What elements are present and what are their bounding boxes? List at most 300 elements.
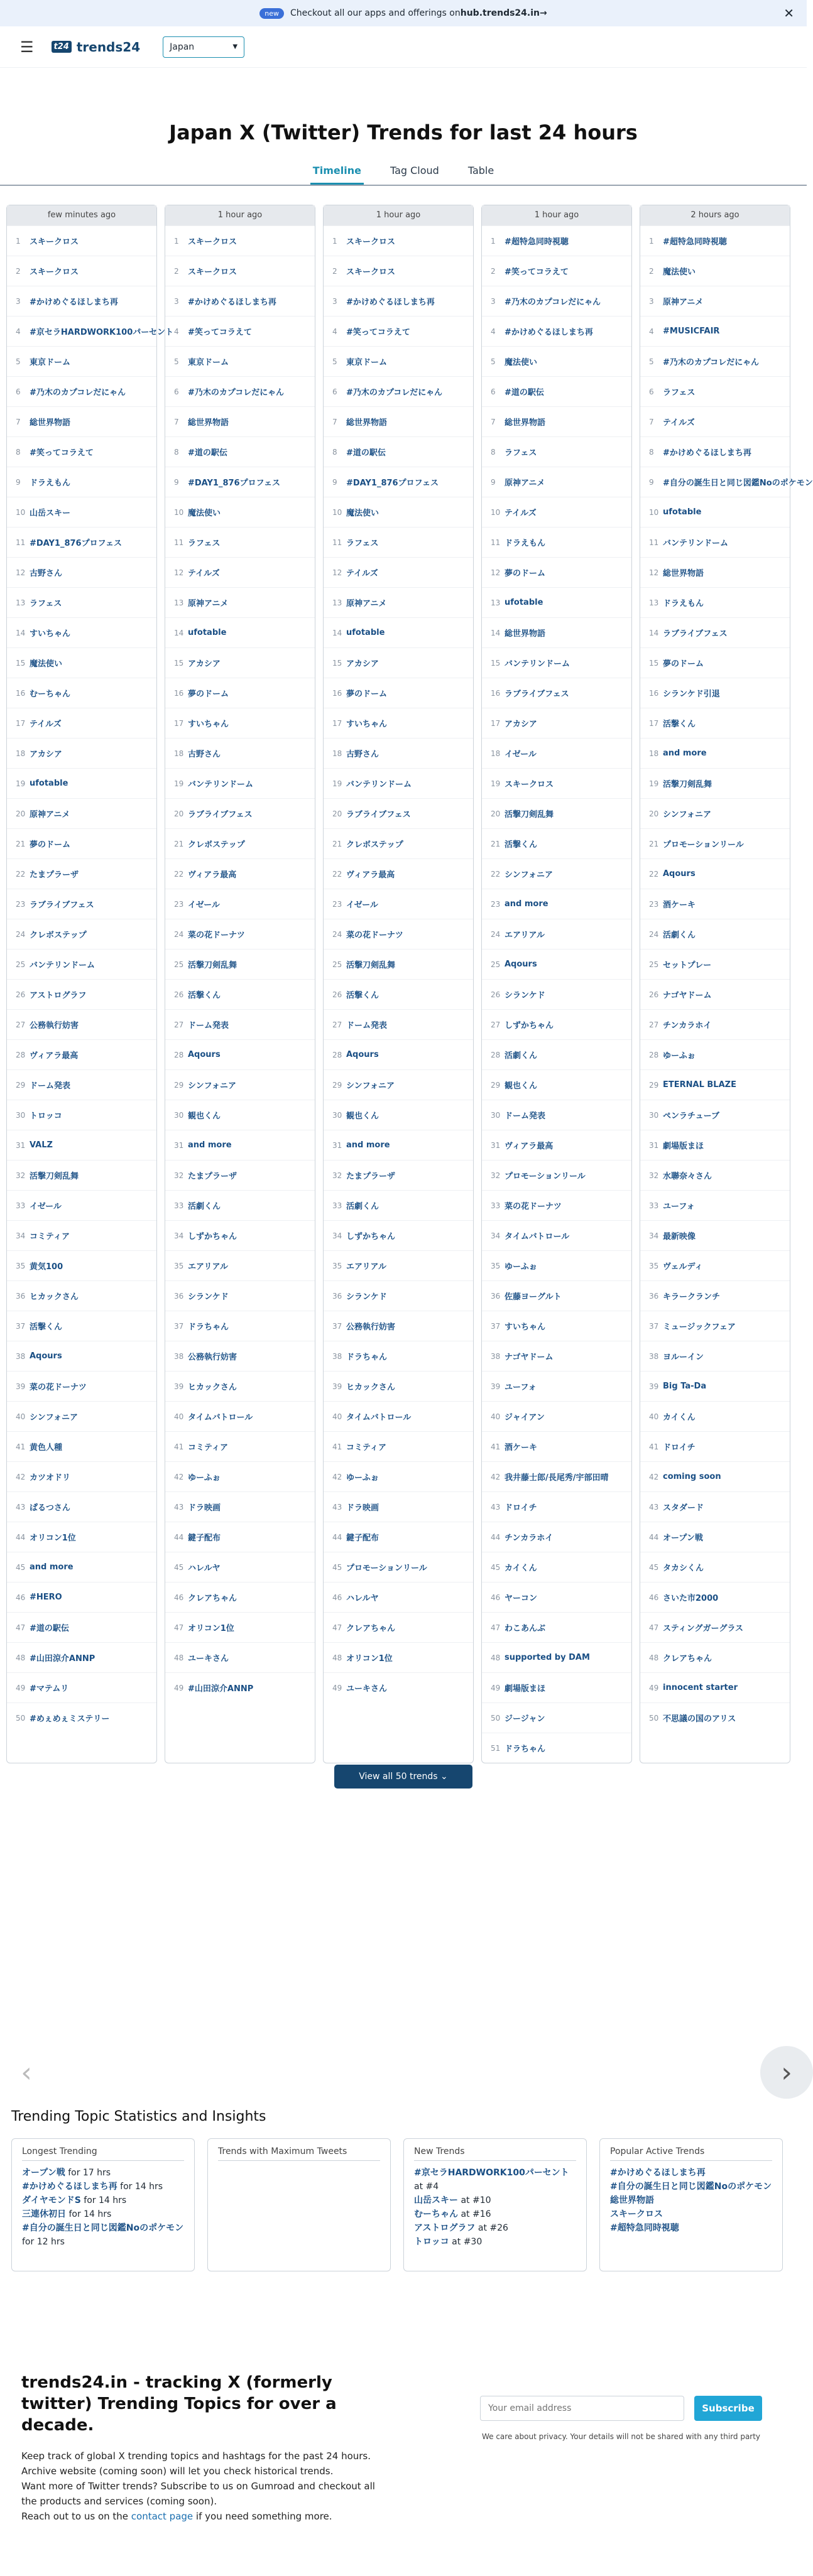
trend-link[interactable]: and more (188, 1140, 232, 1150)
trend-item[interactable] (640, 1431, 790, 1461)
trend-item[interactable] (324, 1009, 473, 1039)
trend-link[interactable]: 活撃くん (30, 1323, 63, 1332)
trend-link[interactable]: バンテリンドーム (346, 780, 412, 789)
trend-item[interactable] (7, 1311, 156, 1341)
trend-link[interactable]: ナゴヤドーム (505, 1353, 554, 1362)
trend-item[interactable] (482, 286, 631, 316)
trend-item[interactable] (7, 1341, 156, 1371)
trend-link[interactable]: #マテムリ (30, 1684, 69, 1694)
trend-link[interactable]: 総世界物語 (188, 418, 229, 428)
trend-link[interactable]: 夢のドーム (188, 690, 229, 699)
trend-item[interactable] (165, 1100, 315, 1130)
trend-item[interactable] (7, 828, 156, 858)
trend-item[interactable] (7, 647, 156, 678)
trend-item[interactable] (640, 286, 790, 316)
trend-link[interactable]: バンテリンドーム (505, 659, 570, 669)
trend-item[interactable] (640, 225, 790, 256)
trend-item[interactable] (165, 406, 315, 436)
trend-item[interactable] (640, 376, 790, 406)
trend-link[interactable]: 菜の花ドーナツ (188, 931, 245, 940)
trend-item[interactable] (640, 1311, 790, 1341)
trend-link[interactable]: 活撃くん (346, 991, 379, 1000)
trend-link[interactable]: スティングガーグラス (663, 1624, 744, 1633)
trend-link[interactable]: プロモーションリール (505, 1172, 586, 1181)
country-select[interactable] (163, 36, 244, 58)
trend-link[interactable]: 活撃くん (505, 840, 538, 850)
trend-link[interactable]: 原神アニメ (505, 479, 545, 488)
trend-item[interactable] (640, 1582, 790, 1612)
trend-item[interactable] (7, 1100, 156, 1130)
trend-link[interactable]: 公務執行妨害 (30, 1021, 79, 1031)
trend-item[interactable] (324, 1100, 473, 1130)
trend-item[interactable] (7, 1642, 156, 1672)
trend-link[interactable]: シンフォニア (346, 1081, 395, 1091)
trend-item[interactable] (165, 1461, 315, 1491)
trend-link[interactable]: 活撃刀剣乱舞 (346, 961, 396, 970)
trend-item[interactable] (324, 828, 473, 858)
trend-link[interactable]: ゆーふぉ (188, 1473, 221, 1483)
trend-item[interactable] (165, 527, 315, 557)
trend-item[interactable] (324, 1130, 473, 1160)
trend-item[interactable] (7, 1491, 156, 1522)
trend-item[interactable] (7, 678, 156, 708)
trend-link[interactable]: and more (505, 899, 548, 909)
trend-link[interactable]: ラブライブフェス (663, 629, 728, 639)
trend-link[interactable]: 活撃刀剣乱舞 (505, 810, 554, 820)
trend-link[interactable]: イゼール (346, 901, 378, 910)
chevron-left-icon[interactable]: ‹ (21, 2056, 32, 2089)
trend-link[interactable]: イゼール (30, 1202, 62, 1211)
trend-link[interactable]: シランケド (346, 1292, 387, 1302)
trend-item[interactable] (482, 497, 631, 527)
trend-item[interactable] (324, 979, 473, 1009)
trend-item[interactable] (640, 497, 790, 527)
trend-item[interactable] (640, 1461, 790, 1491)
trend-item[interactable] (640, 889, 790, 919)
trend-item[interactable] (165, 1160, 315, 1190)
trend-link[interactable]: たまプラーザ (188, 1172, 237, 1181)
trend-item[interactable] (7, 225, 156, 256)
stat-trend-link[interactable]: トロッコ (414, 2237, 449, 2247)
trend-item[interactable] (482, 889, 631, 919)
trend-link[interactable]: ミュージックフェア (663, 1323, 736, 1332)
trend-link[interactable]: Big Ta-Da (663, 1382, 707, 1391)
trend-link[interactable]: ufotable (663, 507, 702, 517)
trend-item[interactable] (7, 1522, 156, 1552)
trend-item[interactable] (324, 678, 473, 708)
stat-trend-link[interactable]: むーちゃん (414, 2209, 458, 2219)
trend-item[interactable] (165, 1009, 315, 1039)
trend-item[interactable] (165, 1311, 315, 1341)
trend-link[interactable]: 活劇くん (505, 1051, 538, 1061)
trend-link[interactable]: クレアちゃん (346, 1624, 396, 1633)
trend-item[interactable] (324, 1039, 473, 1069)
trend-link[interactable]: ドロイチ (505, 1503, 537, 1513)
trend-link[interactable]: ハレルヤ (188, 1564, 221, 1573)
trend-item[interactable] (640, 436, 790, 467)
trend-item[interactable] (640, 587, 790, 617)
trend-link[interactable]: 佐藤ヨーグルト (505, 1292, 562, 1302)
trend-link[interactable]: 活撃刀剣乱舞 (188, 961, 237, 970)
trend-item[interactable] (482, 527, 631, 557)
trend-item[interactable] (7, 889, 156, 919)
trend-item[interactable] (324, 708, 473, 738)
trend-link[interactable]: 原神アニメ (663, 298, 704, 307)
trend-item[interactable] (165, 346, 315, 376)
trend-link[interactable]: #乃木のカプコレだにゃん (30, 388, 126, 398)
trend-item[interactable] (324, 497, 473, 527)
trend-item[interactable] (324, 256, 473, 286)
trend-link[interactable]: チンカラホイ (663, 1021, 712, 1031)
trend-link[interactable]: #かけめぐるほしまち再 (30, 298, 118, 307)
trend-item[interactable] (7, 617, 156, 647)
trend-item[interactable] (640, 316, 790, 346)
trend-link[interactable]: アカシア (346, 659, 379, 669)
trend-item[interactable] (640, 1702, 790, 1733)
stat-trend-link[interactable]: スキークロス (610, 2209, 663, 2219)
trend-link[interactable]: たまプラーザ (30, 870, 79, 880)
trend-link[interactable]: エアリアル (505, 931, 545, 940)
trend-link[interactable]: むーちゃん (30, 690, 71, 699)
trend-link[interactable]: 魔法使い (30, 659, 63, 669)
trend-link[interactable]: #道の駅伝 (505, 388, 544, 398)
trend-link[interactable]: #超特急同時視聴 (663, 237, 727, 247)
trend-item[interactable] (7, 1612, 156, 1642)
trend-item[interactable] (324, 1220, 473, 1250)
trend-link[interactable]: 不思議の国のアリス (663, 1714, 736, 1724)
trend-link[interactable]: テイルズ (346, 569, 378, 578)
trend-link[interactable]: 夢のドーム (505, 569, 546, 578)
trend-link[interactable]: オリコン1位 (188, 1624, 234, 1633)
trend-item[interactable] (324, 1522, 473, 1552)
trend-item[interactable] (324, 316, 473, 346)
trend-item[interactable] (482, 1250, 631, 1280)
trend-item[interactable] (482, 1160, 631, 1190)
trend-link[interactable]: 総世界物語 (505, 418, 546, 428)
trend-item[interactable] (324, 1582, 473, 1612)
trend-item[interactable] (324, 1311, 473, 1341)
trend-link[interactable]: 原神アニメ (188, 599, 229, 609)
trend-item[interactable] (482, 1522, 631, 1552)
trend-link[interactable]: ゆーふぉ (346, 1473, 379, 1483)
trend-item[interactable] (482, 1431, 631, 1461)
trend-link[interactable]: アカシア (30, 750, 62, 759)
trend-item[interactable] (324, 1341, 473, 1371)
trend-item[interactable] (482, 919, 631, 949)
trend-item[interactable] (640, 1672, 790, 1702)
trend-link[interactable]: #道の駅伝 (346, 448, 386, 458)
tab-tag-cloud[interactable]: Tag Cloud (390, 165, 439, 176)
trend-item[interactable] (7, 979, 156, 1009)
trend-link[interactable]: #DAY1_876プロフェス (30, 539, 122, 548)
trend-item[interactable] (165, 1220, 315, 1250)
trend-item[interactable] (482, 376, 631, 406)
trend-item[interactable] (640, 647, 790, 678)
trend-link[interactable]: ドラ映画 (188, 1503, 221, 1513)
trend-link[interactable]: ラフェス (346, 539, 379, 548)
trend-link[interactable]: 観也くん (346, 1112, 379, 1121)
view-all-button[interactable]: View all 50 trends ⌄ (334, 1765, 472, 1789)
trend-item[interactable] (165, 557, 315, 587)
trend-item[interactable] (324, 1672, 473, 1702)
trend-link[interactable]: #DAY1_876プロフェス (188, 479, 280, 488)
trend-item[interactable] (482, 1220, 631, 1250)
trend-link[interactable]: アストログラフ (30, 991, 87, 1000)
trend-item[interactable] (324, 738, 473, 768)
trend-link[interactable]: 劇場版まほ (505, 1684, 546, 1694)
trend-link[interactable]: ヴィアラ最高 (30, 1051, 79, 1061)
trend-item[interactable] (165, 1280, 315, 1311)
trend-item[interactable] (7, 497, 156, 527)
trend-item[interactable] (324, 1642, 473, 1672)
trend-item[interactable] (165, 768, 315, 798)
trend-item[interactable] (324, 768, 473, 798)
trend-item[interactable] (165, 798, 315, 828)
trend-item[interactable] (640, 738, 790, 768)
trend-item[interactable] (165, 1612, 315, 1642)
trend-link[interactable]: 総世界物語 (346, 418, 388, 428)
trend-link[interactable]: 古野さん (188, 750, 221, 759)
trend-link[interactable]: ufotable (346, 628, 385, 637)
trend-link[interactable]: シランケド (505, 991, 545, 1000)
trend-link[interactable]: ナゴヤドーム (663, 991, 712, 1000)
trend-link[interactable]: 原神アニメ (346, 599, 387, 609)
trend-link[interactable]: エアリアル (346, 1262, 386, 1272)
trend-item[interactable] (165, 1672, 315, 1702)
trend-item[interactable] (7, 527, 156, 557)
menu-icon[interactable]: ☰ (20, 38, 34, 56)
trend-link[interactable]: #乃木のカプコレだにゃん (346, 388, 442, 398)
trend-link[interactable]: タイムバトロール (346, 1413, 412, 1422)
trend-link[interactable]: スキークロス (505, 780, 554, 789)
trend-item[interactable] (482, 406, 631, 436)
close-icon[interactable]: ✕ (783, 6, 794, 21)
stat-trend-link[interactable]: #自分の誕生日と同じ図鑑Noのポケモン (610, 2182, 772, 2192)
trend-item[interactable] (482, 1280, 631, 1311)
trend-link[interactable]: ゆーふぉ (663, 1051, 696, 1061)
trend-link[interactable]: #山田涼介ANNP (188, 1684, 254, 1694)
trend-link[interactable]: supported by DAM (505, 1653, 590, 1662)
trend-item[interactable] (7, 708, 156, 738)
trend-item[interactable] (7, 1009, 156, 1039)
trend-item[interactable] (482, 1009, 631, 1039)
trend-item[interactable] (640, 557, 790, 587)
trend-link[interactable]: #道の駅伝 (30, 1624, 69, 1633)
trend-item[interactable] (324, 1431, 473, 1461)
trend-link[interactable]: ユーキさん (188, 1654, 229, 1664)
trend-item[interactable] (482, 1461, 631, 1491)
trend-item[interactable] (640, 1371, 790, 1401)
trend-link[interactable]: and more (346, 1140, 390, 1150)
trend-link[interactable]: #超特急同時視聴 (505, 237, 569, 247)
trend-item[interactable] (640, 1069, 790, 1100)
trend-item[interactable] (324, 225, 473, 256)
trend-link[interactable]: ヨルーイン (663, 1353, 704, 1362)
stat-trend-link[interactable]: #かけめぐるほしまち再 (610, 2168, 706, 2178)
trend-link[interactable]: #笑ってコラえて (188, 328, 252, 337)
trend-link[interactable]: Aqours (505, 960, 537, 969)
trend-link[interactable]: #めぇめぇミステリー (30, 1714, 110, 1724)
trend-item[interactable] (7, 286, 156, 316)
stat-trend-link[interactable]: #超特急同時視聴 (610, 2223, 679, 2233)
trend-link[interactable]: ジャイアン (505, 1413, 545, 1422)
trend-link[interactable]: 観也くん (188, 1112, 221, 1121)
trend-link[interactable]: #山田涼介ANNP (30, 1654, 95, 1664)
trend-link[interactable]: スタダード (663, 1503, 704, 1513)
trend-item[interactable] (640, 1190, 790, 1220)
trend-link[interactable]: 菜の花ドーナツ (505, 1202, 562, 1211)
trend-link[interactable]: 夢のドーム (346, 690, 388, 699)
trend-link[interactable]: 公務執行妨害 (188, 1353, 237, 1362)
trend-item[interactable] (324, 376, 473, 406)
trend-link[interactable]: プロモーションリール (346, 1564, 427, 1573)
trend-item[interactable] (640, 467, 813, 497)
trend-link[interactable]: #乃木のカプコレだにゃん (663, 358, 759, 367)
trend-item[interactable] (640, 858, 790, 889)
trend-item[interactable] (324, 1612, 473, 1642)
trend-link[interactable]: ドラえもん (505, 539, 546, 548)
trend-link[interactable]: ゆーふぉ (505, 1262, 537, 1272)
trend-item[interactable] (165, 1341, 315, 1371)
trend-link[interactable]: VALZ (30, 1140, 53, 1150)
trend-link[interactable]: 黄色人種 (30, 1443, 63, 1453)
trend-item[interactable] (640, 1220, 790, 1250)
trend-link[interactable]: and more (663, 749, 707, 758)
trend-link[interactable]: 古野さん (30, 569, 63, 578)
trend-item[interactable] (482, 1642, 631, 1672)
trend-link[interactable]: シランケド引退 (663, 690, 720, 699)
trend-item[interactable] (7, 1702, 156, 1733)
trend-link[interactable]: ラブライブフェス (346, 810, 411, 820)
trend-item[interactable] (165, 436, 315, 467)
trend-item[interactable] (482, 768, 631, 798)
trend-item[interactable] (165, 587, 315, 617)
trend-link[interactable]: ドラちゃん (505, 1745, 546, 1754)
trend-item[interactable] (324, 1401, 473, 1431)
trend-link[interactable]: コミティア (188, 1443, 228, 1453)
trend-link[interactable]: ドーム発表 (346, 1021, 388, 1031)
trend-link[interactable]: 最新映像 (663, 1232, 696, 1242)
subscribe-button[interactable]: Subscribe (694, 2396, 762, 2421)
trend-item[interactable] (482, 1702, 631, 1733)
trend-item[interactable] (324, 617, 473, 647)
trend-item[interactable] (324, 286, 473, 316)
trend-item[interactable] (482, 828, 631, 858)
trend-item[interactable] (7, 919, 156, 949)
trend-item[interactable] (482, 1130, 631, 1160)
trend-item[interactable] (640, 828, 790, 858)
trend-link[interactable]: ドラえもん (30, 479, 71, 488)
trend-item[interactable] (640, 768, 790, 798)
trend-link[interactable]: クレボステップ (346, 840, 403, 850)
trend-link[interactable]: たまプラーザ (346, 1172, 396, 1181)
trend-link[interactable]: ufotable (188, 628, 227, 637)
trend-item[interactable] (7, 256, 156, 286)
trend-link[interactable]: 鍵子配布 (188, 1534, 221, 1543)
trend-item[interactable] (482, 617, 631, 647)
trend-link[interactable]: 東京ドーム (188, 358, 229, 367)
trend-link[interactable]: 原神アニメ (30, 810, 70, 820)
trend-link[interactable]: ドラえもん (663, 599, 704, 609)
trend-item[interactable] (482, 949, 631, 979)
trend-link[interactable]: 鍵子配布 (346, 1534, 379, 1543)
trend-link[interactable]: ジージャン (505, 1714, 545, 1724)
logo[interactable] (52, 40, 141, 55)
trend-link[interactable]: ヴィアラ最高 (188, 870, 237, 880)
trend-item[interactable] (482, 708, 631, 738)
trend-link[interactable]: 酒ケーキ (505, 1443, 538, 1453)
trend-link[interactable]: 活劇くん (346, 1202, 379, 1211)
trend-link[interactable]: ufotable (505, 598, 543, 607)
trend-item[interactable] (640, 1160, 790, 1190)
stat-trend-link[interactable]: 山岳スキー (414, 2195, 458, 2205)
trend-item[interactable] (165, 678, 315, 708)
tab-timeline[interactable]: Timeline (310, 162, 364, 185)
trend-link[interactable]: ヴィアラ最高 (346, 870, 395, 880)
trend-item[interactable] (165, 889, 315, 919)
trend-link[interactable]: innocent starter (663, 1683, 738, 1692)
trend-item[interactable] (7, 1552, 156, 1582)
trend-item[interactable] (640, 1100, 790, 1130)
trend-link[interactable]: クレボステップ (188, 840, 245, 850)
trend-link[interactable]: テイルズ (30, 720, 62, 729)
trend-link[interactable]: しずかちゃん (346, 1232, 396, 1242)
trend-item[interactable] (640, 406, 790, 436)
trend-item[interactable] (7, 949, 156, 979)
trend-item[interactable] (640, 1522, 790, 1552)
banner-link[interactable]: hub.trends24.in→ (460, 8, 547, 18)
trend-link[interactable]: 活撃くん (663, 720, 696, 729)
trend-item[interactable] (165, 1431, 315, 1461)
trend-link[interactable]: ぱるつさん (30, 1503, 70, 1513)
trend-link[interactable]: 東京ドーム (346, 358, 388, 367)
trend-link[interactable]: 総世界物語 (30, 418, 71, 428)
trend-link[interactable]: しずかちゃん (505, 1021, 554, 1031)
trend-link[interactable]: セットプレー (663, 961, 712, 970)
trend-link[interactable]: すいちゃん (505, 1323, 546, 1332)
stat-trend-link[interactable]: 総世界物語 (610, 2195, 654, 2205)
trend-item[interactable] (7, 376, 156, 406)
trend-link[interactable]: ヤーコン (505, 1594, 538, 1603)
trend-item[interactable] (324, 1371, 473, 1401)
trend-item[interactable] (640, 1250, 790, 1280)
trend-link[interactable]: スキークロス (30, 237, 79, 247)
trend-item[interactable] (324, 527, 473, 557)
trend-link[interactable]: カイくん (663, 1413, 696, 1422)
trend-item[interactable] (7, 1431, 156, 1461)
trend-link[interactable]: タカシくん (663, 1564, 704, 1573)
trend-item[interactable] (165, 919, 315, 949)
trend-link[interactable]: イゼール (188, 901, 220, 910)
trend-item[interactable] (165, 1130, 315, 1160)
trend-item[interactable] (482, 1311, 631, 1341)
trend-item[interactable] (7, 1190, 156, 1220)
trend-item[interactable] (482, 1341, 631, 1371)
trend-link[interactable]: #笑ってコラえて (346, 328, 410, 337)
trend-item[interactable] (482, 1552, 631, 1582)
trend-item[interactable] (640, 256, 790, 286)
trend-link[interactable]: 山岳スキー (30, 509, 71, 518)
trend-item[interactable] (640, 1280, 790, 1311)
stat-trend-link[interactable]: オープン戦 (22, 2168, 65, 2178)
trend-item[interactable] (165, 225, 315, 256)
trend-item[interactable] (7, 436, 156, 467)
trend-link[interactable]: Aqours (346, 1050, 379, 1059)
trend-item[interactable] (640, 1491, 790, 1522)
trend-link[interactable]: シンフォニア (188, 1081, 237, 1091)
trend-link[interactable]: クレアちゃん (188, 1594, 237, 1603)
trend-item[interactable] (165, 316, 315, 346)
